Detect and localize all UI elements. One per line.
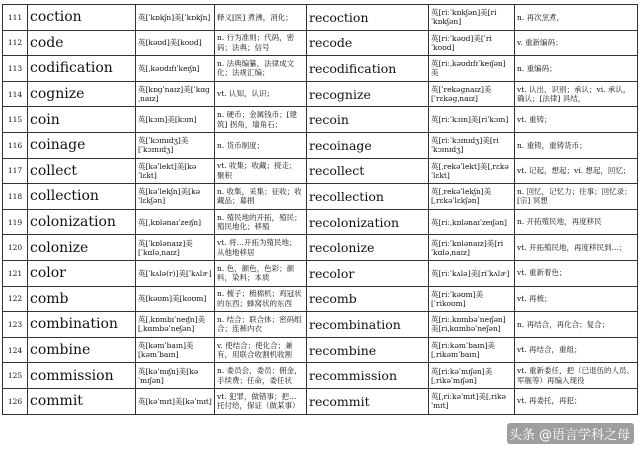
definition-cell bbox=[215, 388, 307, 414]
derived-phonetic-cell bbox=[429, 337, 515, 363]
definition-cell-text: n. 货币制度； bbox=[217, 140, 265, 150]
derived-word-cell bbox=[307, 81, 429, 107]
word-cell-text: coin bbox=[30, 111, 60, 128]
definition-cell-text: n. 结合；联合体；密码组合；连裤内衣 bbox=[217, 314, 302, 334]
derived-phonetic-cell-text: 英[riːˈkəʊm]美[ˈrikoʊm] bbox=[431, 289, 484, 308]
derived-definition-cell-text: v. 重新编码； bbox=[517, 38, 563, 48]
derived-phonetic-cell bbox=[429, 132, 515, 158]
word-cell bbox=[28, 81, 136, 107]
watermark: 头条 @语言学科之母 bbox=[507, 423, 634, 444]
derived-definition-cell bbox=[515, 56, 638, 82]
word-cell bbox=[28, 363, 136, 389]
row-number-text: 124 bbox=[7, 345, 23, 355]
definition-cell bbox=[215, 56, 307, 82]
phonetic-cell bbox=[136, 209, 215, 235]
table-row bbox=[3, 312, 638, 338]
word-cell bbox=[28, 286, 136, 312]
table-row bbox=[3, 132, 638, 158]
phonetic-cell-text: 英[kəˈmɪʃn]美[kəˈmɪʃən] bbox=[138, 366, 199, 385]
phonetic-cell bbox=[136, 312, 215, 338]
word-cell-text: coinage bbox=[30, 137, 86, 154]
derived-word-cell-text: recollection bbox=[309, 188, 384, 204]
derived-word-cell-text: recollect bbox=[309, 163, 365, 179]
row-number-text: 115 bbox=[7, 115, 23, 125]
word-cell bbox=[28, 337, 136, 363]
phonetic-cell bbox=[136, 56, 215, 82]
derived-word-cell-text: recombine bbox=[309, 342, 377, 358]
definition-cell-text: n. 色，颜色，色彩；颜料，染料；本质 bbox=[217, 263, 295, 283]
derived-word-cell bbox=[307, 260, 429, 286]
derived-definition-cell-text: vt. 重铸； bbox=[517, 114, 552, 124]
derived-word-cell bbox=[307, 235, 429, 261]
derived-phonetic-cell bbox=[429, 286, 515, 312]
derived-phonetic-cell-text: 英[riːˈkɒlənaɪz]美[riˈkɑləˌnaɪz] bbox=[431, 238, 504, 257]
definition-cell bbox=[215, 363, 307, 389]
derived-word-cell-text: recolor bbox=[309, 265, 355, 281]
derived-word-cell-text: recolonize bbox=[309, 240, 375, 256]
word-cell bbox=[28, 132, 136, 158]
row-number bbox=[3, 184, 28, 210]
row-number-text: 126 bbox=[7, 396, 23, 406]
definition-cell bbox=[215, 209, 307, 235]
definition-cell bbox=[215, 337, 307, 363]
phonetic-cell bbox=[136, 363, 215, 389]
word-cell bbox=[28, 312, 136, 338]
word-cell-text: combination bbox=[30, 316, 118, 333]
word-cell-text: colonize bbox=[30, 239, 89, 256]
derived-phonetic-cell-text: 英[ˈrekəɡnaɪz]美[ˈrɛkəɡˌnaɪz] bbox=[431, 85, 492, 104]
phonetic-cell bbox=[136, 388, 215, 414]
derived-definition-cell-text: n. 重铸，重铸货币； bbox=[517, 140, 587, 150]
table-row bbox=[3, 235, 638, 261]
word-cell bbox=[28, 30, 136, 56]
derived-phonetic-cell-text: 英[riːˌkɒlənaɪˈzeɪʃən] bbox=[431, 217, 507, 227]
definition-cell bbox=[215, 132, 307, 158]
derived-phonetic-cell bbox=[429, 107, 515, 133]
derived-word-cell-text: recoinage bbox=[309, 137, 372, 153]
table-row bbox=[3, 337, 638, 363]
derived-phonetic-cell-text: 英[riːˈkɒkʃən]美[riˈkɒkʃən] bbox=[431, 8, 497, 27]
derived-definition-cell-text: n. 再次烹煮， bbox=[517, 12, 565, 22]
definition-cell bbox=[215, 235, 307, 261]
table-row bbox=[3, 30, 638, 56]
definition-cell bbox=[215, 260, 307, 286]
table-row bbox=[3, 107, 638, 133]
derived-word-cell-text: recommit bbox=[309, 393, 370, 409]
derived-phonetic-cell bbox=[429, 235, 515, 261]
row-number-text: 122 bbox=[7, 294, 23, 304]
derived-phonetic-cell-text: 英[ˌrekəˈlekt]美[ˌrɛkəˈlɛkt] bbox=[431, 161, 509, 180]
phonetic-cell bbox=[136, 107, 215, 133]
phonetic-cell-text: 英[ˌkɒlənaɪˈzeɪʃn] bbox=[138, 217, 202, 227]
table-row bbox=[3, 209, 638, 235]
word-cell-text: code bbox=[30, 34, 64, 51]
derived-definition-cell bbox=[515, 30, 638, 56]
definition-cell-text: n. 行为准则；代码，密码；法典；信号 bbox=[217, 33, 295, 52]
derived-word-cell bbox=[307, 312, 429, 338]
derived-word-cell bbox=[307, 56, 429, 82]
derived-definition-cell bbox=[515, 158, 638, 184]
derived-definition-cell bbox=[515, 184, 638, 210]
phonetic-cell-text: 英[kəˈmɪt]美[kəˈmɪt] bbox=[138, 396, 212, 406]
phonetic-cell bbox=[136, 30, 215, 56]
word-cell-text: cognize bbox=[30, 86, 85, 103]
definition-cell bbox=[215, 5, 307, 31]
definition-cell bbox=[215, 107, 307, 133]
derived-phonetic-cell-text: 英[ˌrekəˈlekʃn]美[ˌrɛkəˈlɛkʃən] bbox=[431, 187, 492, 206]
phonetic-cell-text: 英[ˈkʌlə(r)]美[ˈkʌlɚ] bbox=[138, 268, 212, 278]
row-number bbox=[3, 286, 28, 312]
derived-phonetic-cell-text: 英[ˌriːkəˈmɪt]美[ˌrikəˈmɪt] bbox=[431, 392, 506, 411]
row-number-text: 119 bbox=[7, 217, 23, 227]
derived-definition-cell-text: vt. 重新委任，把（已退伍的人员、军舰等）再编入现役 bbox=[517, 366, 635, 385]
derived-word-cell-text: recommission bbox=[309, 368, 398, 384]
definition-cell-text: v. 使结合；使化合；兼有，用联合收割机收割 bbox=[217, 340, 293, 360]
derived-definition-cell bbox=[515, 132, 638, 158]
derived-definition-cell-text: n. 回忆，记忆力；往事；回忆录；[宗] 冥想 bbox=[517, 186, 632, 206]
definition-cell-text: n. 委员会，委员；佣金，手续费；任命，委任状 bbox=[217, 366, 302, 385]
row-number bbox=[3, 312, 28, 338]
derived-phonetic-cell-text: 英[riːˈkɔɪnɪdʒ]美[riˈkɔɪnɪdʒ] bbox=[431, 136, 499, 155]
phonetic-cell bbox=[136, 286, 215, 312]
word-cell bbox=[28, 209, 136, 235]
derived-phonetic-cell-text: 英[riːkəmˈbaɪn]美[ˌrikəmˈbaɪn] bbox=[431, 341, 496, 360]
derived-word-cell-text: recoin bbox=[309, 112, 349, 128]
derived-definition-cell-text: vt. 再结合，重组； bbox=[517, 345, 582, 355]
derived-phonetic-cell bbox=[429, 158, 515, 184]
row-number bbox=[3, 5, 28, 31]
word-cell bbox=[28, 56, 136, 82]
derived-phonetic-cell-text: 英[riːˈkəʊd]美[ˈriˈkoʊd] bbox=[431, 33, 492, 52]
row-number bbox=[3, 388, 28, 414]
word-cell bbox=[28, 260, 136, 286]
word-cell-text: collection bbox=[30, 188, 99, 205]
word-cell bbox=[28, 5, 136, 31]
definition-cell bbox=[215, 81, 307, 107]
word-cell bbox=[28, 388, 136, 414]
row-number-text: 117 bbox=[7, 166, 23, 176]
phonetic-cell bbox=[136, 260, 215, 286]
row-number-text: 120 bbox=[7, 243, 23, 253]
row-number-text: 116 bbox=[7, 140, 23, 150]
phonetic-cell-text: 英[ˌkəʊdɪfɪˈkeɪʃn] bbox=[138, 63, 200, 73]
derived-word-cell bbox=[307, 363, 429, 389]
word-cell-text: comb bbox=[30, 290, 69, 307]
derived-phonetic-cell bbox=[429, 260, 515, 286]
row-number bbox=[3, 260, 28, 286]
derived-word-cell-text: recognize bbox=[309, 86, 371, 102]
table-row bbox=[3, 286, 638, 312]
derived-definition-cell-text: vt. 开拓殖民地，再度移民到…； bbox=[517, 242, 627, 252]
derived-definition-cell bbox=[515, 5, 638, 31]
definition-cell bbox=[215, 30, 307, 56]
derived-definition-cell-text: vt. 认出，识别；承认；vi. 承认，确认；[法律] 具结， bbox=[517, 84, 631, 104]
derived-definition-cell bbox=[515, 81, 638, 107]
derived-phonetic-cell bbox=[429, 363, 515, 389]
definition-cell-text: 释义[医] 煮沸，消化； bbox=[217, 12, 293, 22]
definition-cell-text: vt. 认知，认识； bbox=[217, 89, 275, 99]
row-number bbox=[3, 209, 28, 235]
derived-phonetic-cell bbox=[429, 81, 515, 107]
phonetic-cell bbox=[136, 81, 215, 107]
definition-cell bbox=[215, 184, 307, 210]
derived-definition-cell bbox=[515, 363, 638, 389]
row-number-text: 123 bbox=[7, 319, 23, 329]
derived-definition-cell-text: n. 重编码； bbox=[517, 63, 557, 73]
table-row bbox=[3, 184, 638, 210]
derived-phonetic-cell bbox=[429, 388, 515, 414]
word-cell bbox=[28, 158, 136, 184]
phonetic-cell bbox=[136, 235, 215, 261]
derived-word-cell-text: recoction bbox=[309, 9, 369, 25]
derived-phonetic-cell-text: 英[riːˈkɔɪn]美[riˈkɔɪn] bbox=[431, 115, 509, 125]
definition-cell-text: vt. 将…开拓为殖民地；从他地移居 bbox=[217, 238, 297, 257]
derived-word-cell bbox=[307, 286, 429, 312]
row-number bbox=[3, 81, 28, 107]
phonetic-cell bbox=[136, 158, 215, 184]
row-number bbox=[3, 235, 28, 261]
phonetic-cell bbox=[136, 5, 215, 31]
definition-cell-text: vt. 犯罪，做错事；把…托付给，保证（做某事） bbox=[217, 391, 300, 411]
table-row bbox=[3, 158, 638, 184]
derived-definition-cell bbox=[515, 235, 638, 261]
phonetic-cell-text: 英[ˈkɔɪnɪdʒ]美[ˈkɔɪnɪdʒ] bbox=[138, 136, 189, 155]
table-row bbox=[3, 363, 638, 389]
phonetic-cell-text: 英[kəʊd]美[koʊd] bbox=[138, 38, 202, 48]
derived-definition-cell bbox=[515, 260, 638, 286]
derived-phonetic-cell bbox=[429, 56, 515, 82]
derived-definition-cell bbox=[515, 286, 638, 312]
row-number bbox=[3, 158, 28, 184]
derived-phonetic-cell bbox=[429, 5, 515, 31]
derived-word-cell bbox=[307, 132, 429, 158]
derived-definition-cell-text: vt. 再梳； bbox=[517, 294, 552, 304]
phonetic-cell bbox=[136, 132, 215, 158]
word-cell-text: commission bbox=[30, 367, 114, 384]
derived-word-cell-text: recombination bbox=[309, 316, 401, 332]
table-row bbox=[3, 5, 638, 31]
derived-definition-cell-text: vt. 重新着色； bbox=[517, 268, 567, 278]
definition-cell-text: n. 殖民地的开拓，殖民；殖民地化；移殖 bbox=[217, 212, 302, 232]
derived-word-cell bbox=[307, 209, 429, 235]
phonetic-cell bbox=[136, 184, 215, 210]
phonetic-cell-text: 英[ˌkɒmbɪˈneɪʃn]美[ˌkɑmbəˈneʃən] bbox=[138, 315, 206, 334]
row-number-text: 121 bbox=[7, 268, 23, 278]
vocab-table bbox=[2, 4, 638, 415]
row-number-text: 114 bbox=[7, 89, 23, 99]
phonetic-cell-text: 英[kəʊm]美[koʊm] bbox=[138, 294, 207, 304]
word-cell-text: commit bbox=[30, 393, 83, 410]
derived-definition-cell bbox=[515, 107, 638, 133]
derived-phonetic-cell-text: 英[riːˈkʌlə]美[riˈkʌlɚ] bbox=[431, 268, 510, 278]
derived-definition-cell bbox=[515, 312, 638, 338]
table-row bbox=[3, 56, 638, 82]
word-cell bbox=[28, 107, 136, 133]
definition-cell bbox=[215, 158, 307, 184]
derived-definition-cell-text: vt. 再委托，再犯； bbox=[517, 396, 582, 406]
derived-word-cell bbox=[307, 30, 429, 56]
phonetic-cell-text: 英[kəˈlekʃn]美[kəˈlɛkʃən] bbox=[138, 187, 201, 206]
derived-definition-cell-text: n. 开拓殖民地，再度移民 bbox=[517, 217, 602, 227]
derived-phonetic-cell bbox=[429, 184, 515, 210]
table-row bbox=[3, 388, 638, 414]
derived-phonetic-cell bbox=[429, 30, 515, 56]
row-number bbox=[3, 107, 28, 133]
row-number bbox=[3, 337, 28, 363]
definition-cell-text: n. 硬币；金属钱币；[建筑] 拐角，墙角石； bbox=[217, 110, 298, 129]
word-cell bbox=[28, 184, 136, 210]
row-number bbox=[3, 363, 28, 389]
word-cell-text: collect bbox=[30, 162, 77, 179]
derived-word-cell bbox=[307, 5, 429, 31]
table-row bbox=[3, 81, 638, 107]
row-number-text: 111 bbox=[7, 12, 23, 22]
derived-definition-cell-text: vt. 记起，想起；vi. 想起，回忆； bbox=[517, 166, 631, 176]
word-cell-text: coction bbox=[30, 9, 82, 26]
row-number bbox=[3, 56, 28, 82]
word-cell bbox=[28, 235, 136, 261]
row-number-text: 113 bbox=[7, 63, 23, 73]
row-number bbox=[3, 132, 28, 158]
derived-word-cell-text: recolonization bbox=[309, 214, 400, 230]
word-cell-text: codification bbox=[30, 60, 113, 77]
definition-cell-text: n. 梳子；梳棉机；鸡冠状的东西；蜂窝状的东西 bbox=[217, 289, 302, 308]
derived-phonetic-cell-text: 英[riːˌkɒmbəˈneɪʃən]美[riˌkɑmbəˈneʃən] bbox=[431, 315, 506, 334]
phonetic-cell-text: 英[kəˈlekt]美[kəˈlɛkt] bbox=[138, 161, 197, 180]
derived-word-cell bbox=[307, 107, 429, 133]
definition-cell-text: vt. 收集；收藏；接走；聚积 bbox=[217, 161, 297, 180]
derived-word-cell bbox=[307, 184, 429, 210]
table-row bbox=[3, 260, 638, 286]
word-cell-text: color bbox=[30, 265, 66, 282]
derived-phonetic-cell bbox=[429, 312, 515, 338]
derived-word-cell-text: recodification bbox=[309, 60, 397, 76]
row-number bbox=[3, 30, 28, 56]
derived-definition-cell bbox=[515, 209, 638, 235]
phonetic-cell-text: 英[ˈkɒlənaɪz]美[ˈkɑləˌnaɪz] bbox=[138, 238, 193, 257]
definition-cell-text: n. 收集，采集；征收；收藏品；募捐 bbox=[217, 186, 302, 206]
derived-word-cell-text: recomb bbox=[309, 291, 357, 307]
word-cell-text: colonization bbox=[30, 214, 116, 231]
word-cell-text: combine bbox=[30, 342, 91, 359]
derived-phonetic-cell-text: 英[riːˌkəʊdɪfɪˈkeɪʃən]美 bbox=[431, 59, 506, 78]
derived-definition-cell-text: n. 再结合，再化合；复合； bbox=[517, 319, 610, 329]
definition-cell-text: n. 法典编纂，法律成文化；法规汇编； bbox=[217, 58, 295, 78]
derived-word-cell bbox=[307, 158, 429, 184]
derived-word-cell bbox=[307, 337, 429, 363]
phonetic-cell-text: 英[kəmˈbaɪn]美[kəmˈbaɪn] bbox=[138, 341, 194, 360]
phonetic-cell-text: 英[kɒɡˈnaɪz]美[ˈkɑɡˌnaɪz] bbox=[138, 85, 210, 104]
phonetic-cell-text: 英[kɔɪn]美[kɔɪn] bbox=[138, 115, 197, 125]
derived-definition-cell bbox=[515, 337, 638, 363]
definition-cell bbox=[215, 312, 307, 338]
definition-cell bbox=[215, 286, 307, 312]
derived-definition-cell bbox=[515, 388, 638, 414]
derived-word-cell bbox=[307, 388, 429, 414]
derived-word-cell-text: recode bbox=[309, 35, 353, 51]
row-number-text: 118 bbox=[7, 191, 23, 201]
derived-phonetic-cell bbox=[429, 209, 515, 235]
row-number-text: 112 bbox=[7, 38, 23, 48]
phonetic-cell-text: 英[ˈkɒkʃn]美[ˈkɒkʃn] bbox=[138, 12, 211, 22]
phonetic-cell bbox=[136, 337, 215, 363]
row-number-text: 125 bbox=[7, 371, 23, 381]
derived-phonetic-cell-text: 英[riːkəˈmɪʃən]美[ˌrikəˈmɪʃən] bbox=[431, 366, 493, 385]
